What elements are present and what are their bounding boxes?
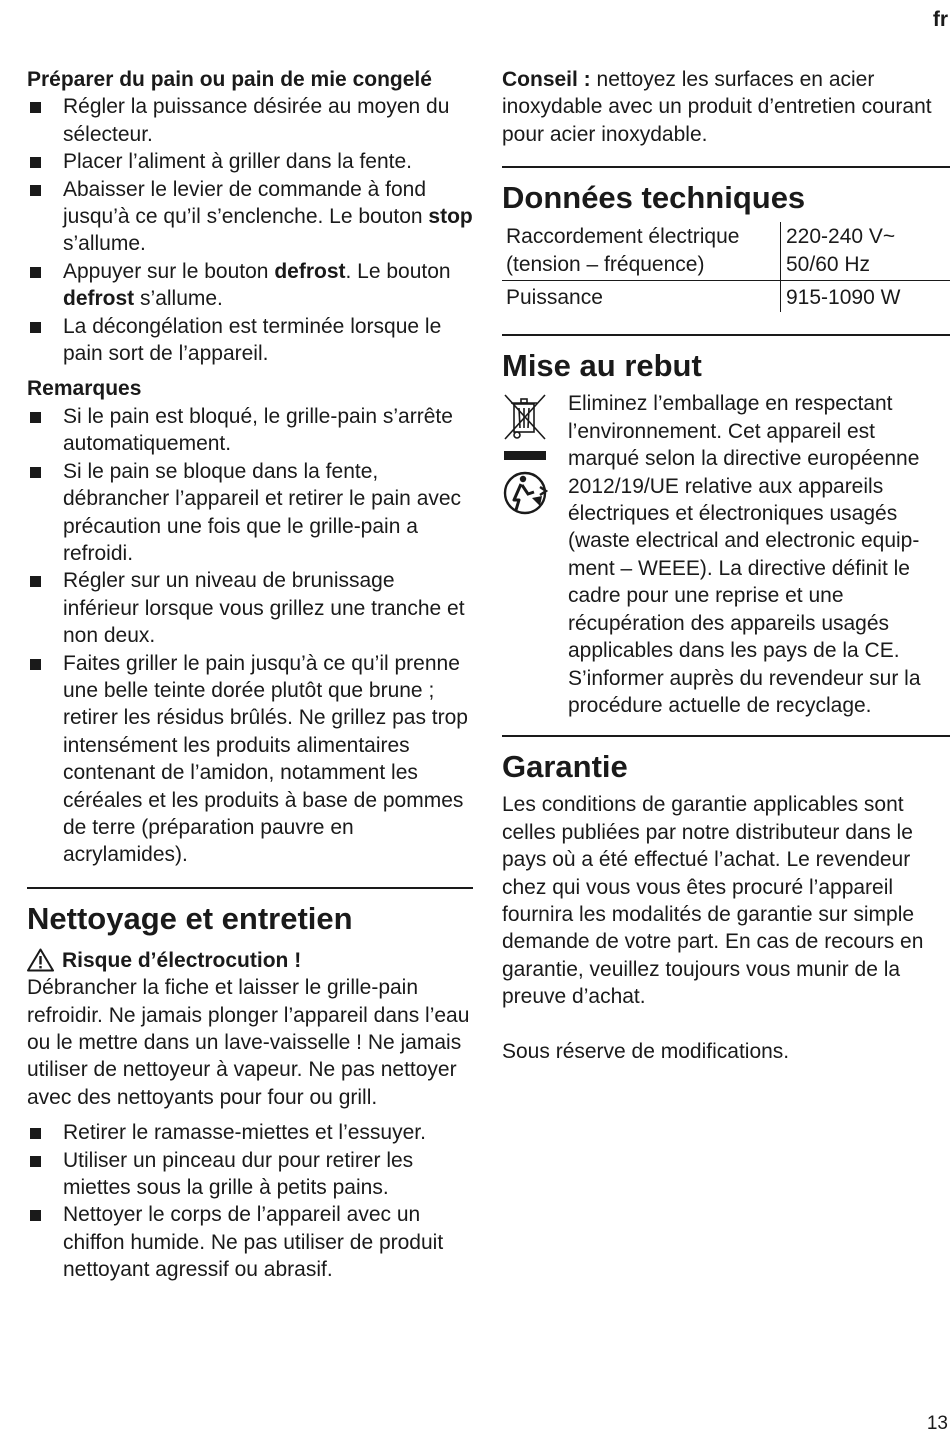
tech-value: 220-240 V~ 50/60 Hz — [781, 222, 950, 280]
list-item: Si le pain se bloque dans la fente, débrancher l’appareil et retirer le pain avec précaution une fois que le grille-pain a refroidi. — [27, 458, 473, 568]
tech-value: 915-1090 W — [781, 281, 950, 313]
tech-label: Raccordement électrique (tension – fréquence) — [506, 225, 740, 276]
list-item: Régler la puissance désirée au moyen du sélecteur. — [27, 93, 473, 148]
list-item: Nettoyer le corps de l’appareil avec un chiffon humide. Ne pas utiliser de produit nettoyant agressif ou abrasif. — [27, 1201, 473, 1283]
disposal-title: Mise au rebut — [502, 348, 702, 384]
cleaning-text: Débrancher la fiche et laisser le grille-pain refroidir. Ne jamais plonger l’appareil dans l’eau ou le mettre dans un lave-vaisselle ! Ne jamais utiliser de nettoyeur à vapeur. Ne pas nettoyer avec des nettoyants pour four ou grill. — [27, 976, 470, 1109]
page-number: 13 — [926, 1413, 948, 1434]
list-item: Régler sur un niveau de brunissage inférieur lorsque vous grillez une tranche et non deux. — [27, 567, 473, 649]
language-code: fr — [932, 8, 948, 31]
list-item: La décongélation est terminée lorsque le pain sort de l’appareil. — [27, 313, 473, 368]
electrocution-warning — [27, 947, 473, 974]
cleaning-list — [27, 1119, 473, 1283]
warning-text: Risque d’électrocution ! — [62, 948, 302, 972]
list-item: Appuyer sur le bouton defrost. Le bouton defrost s’allume. — [27, 258, 473, 313]
remarks-list — [27, 403, 473, 869]
cleaning-section — [27, 887, 473, 1284]
disposal-text: Eliminez l’emballage en respectant l’environnement. Cet appareil est marqué selon la directive européenne 2012/19/UE relative aux appareils électriques et électroniques usagés (waste electrical and electronic equipment – WEEE). La directive définit le cadre pour une reprise et une récupération des appareils usagés applicables dans les pays de la CE. S’informer auprès du revendeur sur la procédure actuelle de recyclage. — [568, 392, 921, 717]
warranty-section — [502, 735, 950, 1065]
table-row — [502, 222, 950, 280]
list-item: Placer l’aliment à griller dans la fente. — [27, 148, 473, 175]
warranty-text: Les conditions de garantie applicables sont celles publiées par notre distributeur dans le pays où a été effectué l’achat. Le revendeur chez qui vous vous êtes procuré l’appareil fournira les modalités de garantie sur simple demande de votre part. En cas de recours en garantie, veuillez toujours vous munir de la preuve d’achat. — [502, 793, 924, 1009]
crossed-bin-icon — [502, 392, 548, 442]
remarks-heading: Remarques — [27, 377, 142, 401]
warranty-title: Garantie — [502, 749, 628, 785]
list-item: Retirer le ramasse-miettes et l’essuyer. — [27, 1119, 473, 1146]
list-item: Abaisser le levier de commande à fond jusqu’à ce qu’il s’enclenche. Le bouton stop s’allume. — [27, 176, 473, 258]
table-row — [502, 281, 950, 313]
disposal-icons — [502, 390, 560, 719]
tip-text: nettoyez les surfaces en acier inoxydable avec un produit d’entretien courant pour acier inoxydable. — [502, 68, 932, 146]
cleaning-title: Nettoyage et entretien — [27, 900, 353, 936]
list-item: Si le pain est bloqué, le grille-pain s’arrête automatiquement. — [27, 403, 473, 458]
tech-label: Puissance — [502, 281, 781, 313]
left-column — [27, 66, 473, 1284]
frozen-bread-heading: Préparer du pain ou pain de mie congelé — [27, 68, 432, 91]
tech-section — [502, 166, 950, 312]
tip-paragraph — [502, 66, 950, 148]
list-item: Faites griller le pain jusqu’à ce qu’il prenne une belle teinte dorée plutôt que brune ; retirer les résidus brûlés. Ne grillez pas trop intensément les produits alimentaires contenant de l’amidon, notamment les céréales et les produits à base de pommes de terre (préparation pauvre en acrylamides). — [27, 650, 473, 869]
warning-triangle-icon — [27, 948, 54, 972]
tech-table — [502, 222, 950, 312]
right-column — [502, 66, 950, 1065]
frozen-bread-list — [27, 93, 473, 367]
disposal-section — [502, 334, 950, 719]
modification-note: Sous réserve de modifications. — [502, 1039, 790, 1063]
tech-title: Données techniques — [502, 180, 806, 216]
tip-label: Conseil : — [502, 68, 591, 91]
recycle-icon — [502, 470, 552, 516]
list-item: Utiliser un pinceau dur pour retirer les miettes sous la grille à petits pains. — [27, 1147, 473, 1202]
weee-bar-icon — [504, 451, 546, 460]
